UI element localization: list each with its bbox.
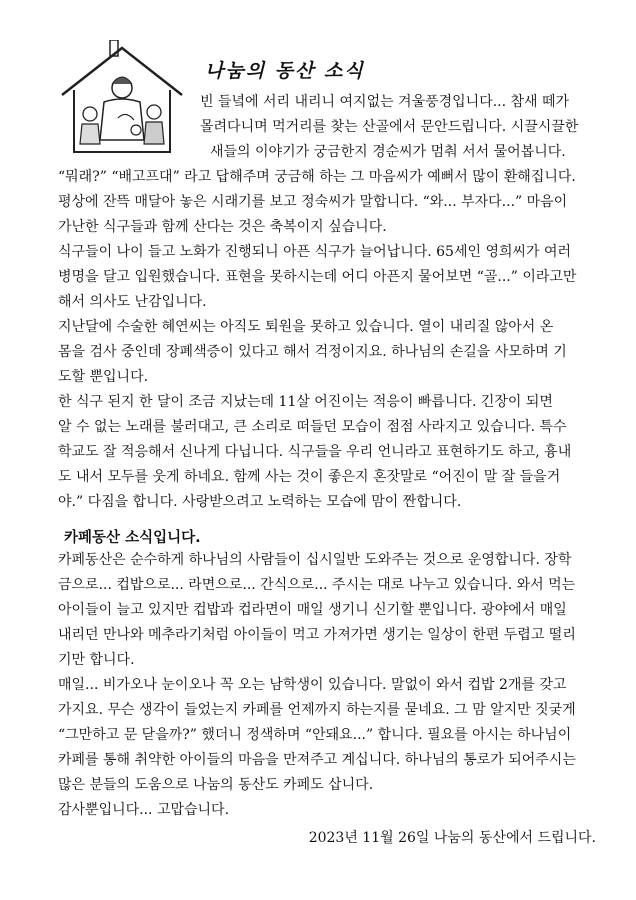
text-line: 빈 들녘에 서리 내리니 여지없는 겨울풍경입니다... 참새 떼가 [200, 94, 570, 110]
newsletter-title: 나눔의 동산 소식 [205, 60, 365, 82]
text-line: 알 수 없는 노래를 불러대고, 큰 소리로 떠들던 모습이 점점 사라지고 있습니다. 특수 [58, 419, 567, 435]
text-line: 지난달에 수술한 혜연씨는 아직도 퇴원을 못하고 있습니다. 열이 내리질 않아서 온 [58, 319, 554, 335]
text-line: 병명을 달고 입원했습니다. 표현을 못하시는데 어디 아픈지 물어보면 “골...” 이라고만 [58, 269, 577, 285]
text-line: 카페동산은 순수하게 하나님의 사람들이 십시일반 도와주는 것으로 운영합니다. 장학 [58, 552, 572, 568]
text-line: “뭐래?” “배고프대” 라고 답해주며 궁금해 하는 그 마음씨가 예뻐서 많이 환해집니다. [58, 169, 576, 185]
text-line: 한 식구 된지 한 달이 조금 지났는데 11살 어진이는 적응이 빠릅니다. 긴장이 되면 [58, 394, 553, 410]
text-line: 몰려다니며 먹거리를 찾는 산골에서 문안드립니다. 시끌시끌한 [200, 119, 579, 135]
text-line: 해서 의사도 난감입니다. [58, 294, 207, 310]
text-line: “그만하고 문 닫을까?” 했더니 정색하며 “안돼요...” 합니다. 필요를 아시는 하나님이 [58, 727, 572, 743]
text-line: 카페를 통해 취약한 아이들의 마음을 만져주고 계십니다. 하나님의 통로가 되어주시는 [58, 752, 576, 768]
text-line: 내리던 만나와 메추라기처럼 아이들이 먹고 가져가면 생기는 일상이 한편 두렵고 떨리 [58, 627, 576, 643]
text-line: 식구들이 나이 들고 노화가 진행되니 아픈 식구가 늘어납니다. 65세인 영희씨가 여러 [58, 244, 572, 260]
text-line: 감사뿐입니다... 고맙습니다. [58, 802, 230, 818]
intro-paragraph [200, 90, 600, 165]
closing-signature: 2023년 11월 26일 나눔의 동산에서 드립니다. [308, 830, 596, 846]
text-line: 금으로... 컵밥으로... 라면으로... 간식으로... 주시는 대로 나누고 있습니다. 와서 먹는 [58, 577, 576, 593]
text-line: 야.” 다짐을 합니다. 사랑받으려고 노력하는 모습에 맘이 짠합니다. [58, 494, 462, 510]
text-line: 평상에 잔뜩 매달아 놓은 시래기를 보고 정숙씨가 말합니다. “와... 부자다...” 마음이 [58, 194, 568, 210]
news-section-2 [58, 548, 603, 823]
text-line: 가지요. 무슨 생각이 들었는지 카페를 언제까지 하는지를 묻네요. 그 맘 알지만 짓궂게 [58, 702, 576, 718]
text-line: 아이들이 늘고 있지만 컵밥과 컵라면이 매일 생기니 신기할 뿐입니다. 광야에서 매일 [58, 602, 567, 618]
text-line: 가난한 식구들과 함께 산다는 것은 축복이지 싶습니다. [58, 219, 387, 235]
text-line: 많은 분들의 도움으로 나눔의 동산도 카페도 삽니다. [58, 777, 374, 793]
text-line: 몸을 검사 중인데 장폐색증이 있다고 해서 걱정이지요. 하나님의 손길을 사모하며 기 [58, 344, 567, 360]
text-line: 도 내서 모두를 웃게 하네요. 함께 사는 것이 좋은지 혼잣말로 “어진이 말 잘 들을거 [58, 469, 561, 485]
text-line: 학교도 잘 적응해서 신나게 다닙니다. 식구들을 우리 언니라고 표현하기도 하고, 흉내 [58, 444, 572, 460]
text-line: 도할 뿐입니다. [58, 369, 149, 385]
cafe-section-title: 카페동산 소식입니다. [64, 530, 201, 546]
text-line: 매일... 비가오나 눈이오나 꼭 오는 남학생이 있습니다. 말없이 와서 컵밥 2개를 갖고 [58, 677, 567, 693]
news-section-1 [58, 165, 603, 515]
house-family-illustration [52, 40, 192, 160]
text-line: 새들의 이야기가 궁금한지 경순씨가 멈춰 서서 물어봅니다. [210, 144, 566, 160]
text-line: 기만 합니다. [58, 652, 135, 668]
